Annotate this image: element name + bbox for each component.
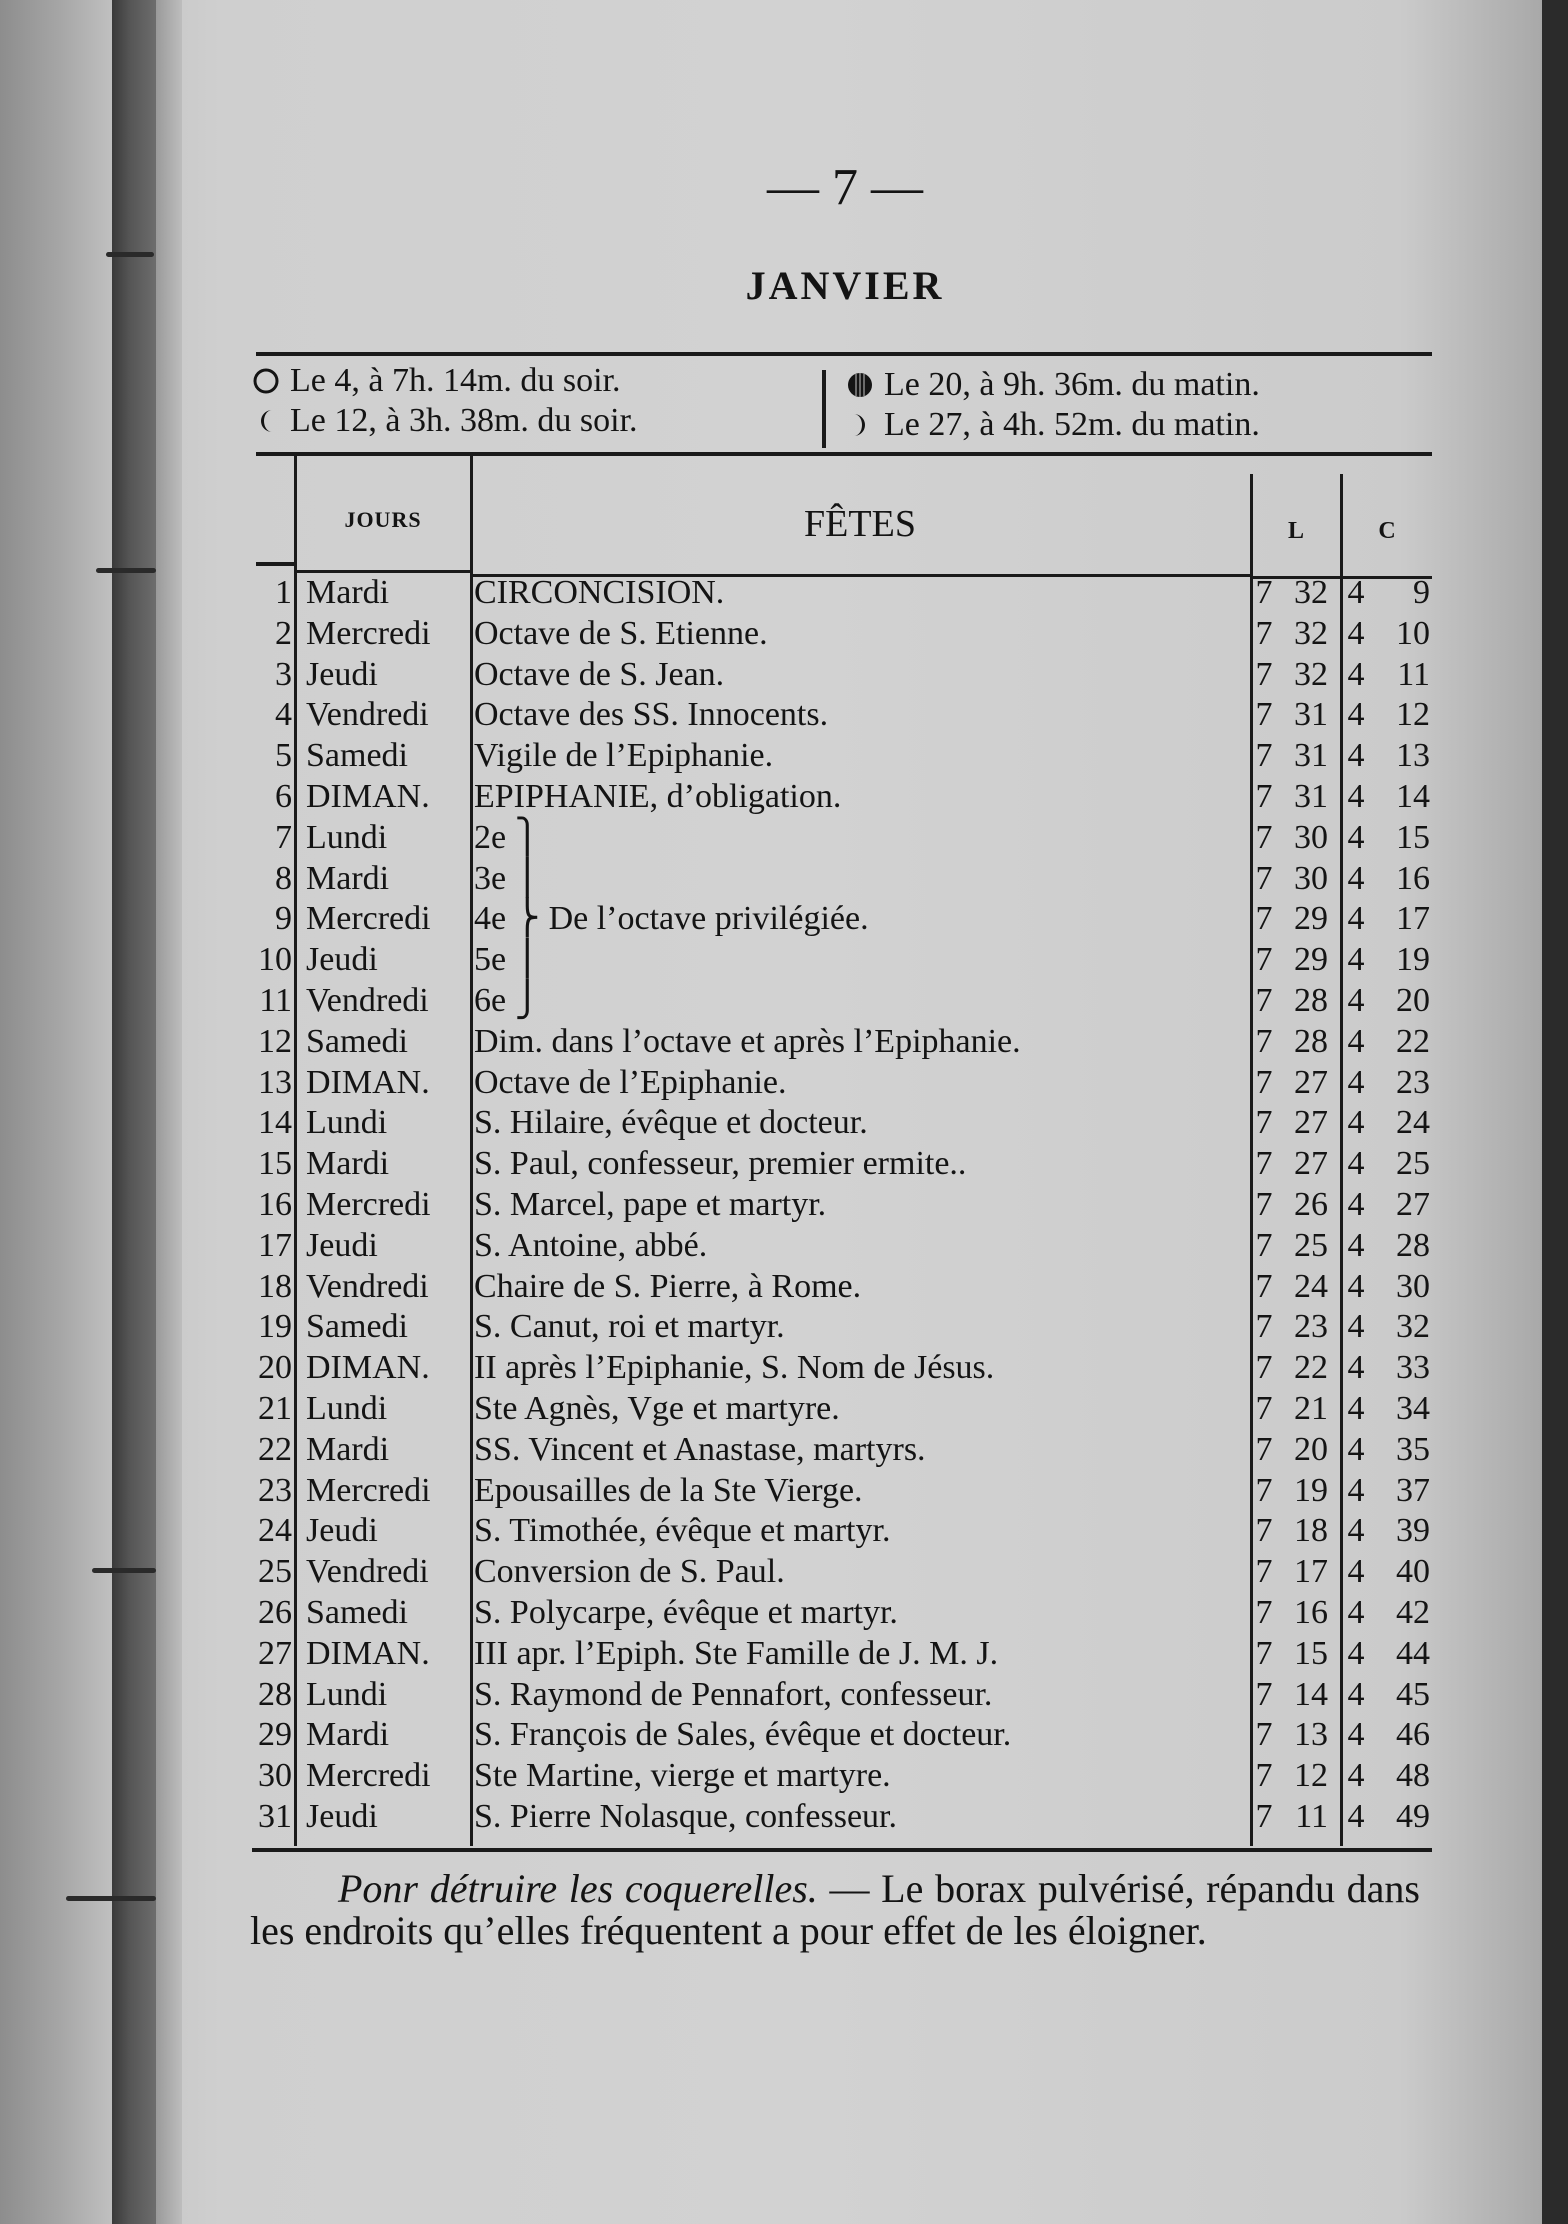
- day-number: 29: [258, 1716, 292, 1754]
- sunrise-minute: 12: [1294, 1757, 1328, 1795]
- sunset-minute: 34: [1396, 1390, 1430, 1427]
- weekday: Vendredi: [306, 1553, 429, 1591]
- feast-name: S. Pierre Nolasque, confesseur.: [474, 1798, 898, 1835]
- feast-name: S. Marcel, pape et martyr.: [474, 1186, 827, 1223]
- day-number: 16: [258, 1186, 292, 1223]
- feast-name: Conversion de S. Paul.: [474, 1553, 785, 1591]
- weekday: Vendredi: [306, 982, 429, 1019]
- sunset-minute: 30: [1396, 1267, 1430, 1305]
- moon-phase-text: Le 27, à 4h. 52m. du matin.: [884, 406, 1260, 443]
- table-row: [250, 1266, 1430, 1307]
- table-row: [250, 1062, 1430, 1103]
- sunset-minute: 11: [1397, 655, 1430, 693]
- sunrise-hour: 7: [1255, 1512, 1273, 1550]
- feast-name: Ste Agnès, Vge et martyre.: [474, 1390, 840, 1427]
- stitch-thread: [92, 1568, 156, 1573]
- sunset-hour: 4: [1347, 1553, 1365, 1591]
- month-title: JANVIER: [745, 263, 945, 308]
- table-row: [250, 1592, 1430, 1633]
- table-row: [250, 858, 1430, 899]
- moon-phase-2: [252, 402, 638, 440]
- feast-name: Epousailles de la Ste Vierge.: [474, 1471, 863, 1509]
- sunrise-minute: 32: [1294, 574, 1328, 611]
- feast-name: EPIPHANIE, d’obligation.: [474, 778, 842, 815]
- sunset-minute: 16: [1396, 859, 1430, 897]
- weekday: DIMAN.: [306, 778, 430, 815]
- sunrise-hour: 7: [1255, 859, 1273, 897]
- sunset-minute: 32: [1396, 1308, 1430, 1346]
- table-row: [250, 1102, 1430, 1143]
- household-tip: [250, 1868, 1420, 1952]
- sunrise-minute: 17: [1294, 1553, 1328, 1591]
- sunrise-minute: 26: [1294, 1186, 1328, 1223]
- sunset-minute: 45: [1396, 1675, 1430, 1713]
- day-number: 3: [275, 655, 292, 693]
- sunrise-minute: 32: [1294, 655, 1328, 693]
- moon-phase-4: [846, 406, 1260, 444]
- day-number: 20: [258, 1349, 292, 1387]
- weekday: Jeudi: [306, 1512, 378, 1550]
- day-number: 1: [275, 574, 292, 611]
- day-number: 10: [258, 941, 292, 979]
- weekday: Mardi: [306, 859, 390, 897]
- sunset-hour: 4: [1347, 1471, 1365, 1509]
- table-row: [250, 1674, 1430, 1715]
- sunset-hour: 4: [1347, 1308, 1365, 1346]
- day-number: 19: [258, 1308, 292, 1346]
- feast-name: 6e ⎭: [474, 982, 541, 1019]
- weekday: Mardi: [306, 1145, 390, 1183]
- weekday: DIMAN.: [306, 1063, 430, 1101]
- sunset-minute: 35: [1396, 1430, 1430, 1468]
- feast-name: Octave de S. Etienne.: [474, 614, 768, 652]
- feast-name: S. Polycarpe, évêque et martyr.: [474, 1594, 898, 1631]
- table-row: [250, 572, 1430, 613]
- sunset-minute: 13: [1396, 737, 1430, 775]
- table-row: [250, 1633, 1430, 1674]
- sunset-minute: 48: [1396, 1757, 1430, 1795]
- header-fetes: FÊTES: [804, 503, 916, 545]
- sunrise-minute: 22: [1294, 1349, 1328, 1387]
- weekday: Lundi: [306, 1390, 388, 1427]
- sunset-minute: 44: [1396, 1634, 1430, 1672]
- sunrise-hour: 7: [1255, 778, 1273, 815]
- sunrise-hour: 7: [1255, 1145, 1273, 1183]
- first-quarter-icon: [846, 411, 874, 439]
- sunset-hour: 4: [1347, 1798, 1365, 1835]
- feast-name: S. Raymond de Pennafort, confesseur.: [474, 1675, 993, 1713]
- sunset-hour: 4: [1347, 614, 1365, 652]
- sunrise-hour: 7: [1255, 1430, 1273, 1468]
- sunrise-minute: 31: [1294, 737, 1328, 775]
- page-edge: [1542, 0, 1568, 2224]
- weekday: Samedi: [306, 1022, 408, 1060]
- day-number: 18: [258, 1267, 292, 1305]
- sunrise-hour: 7: [1255, 1798, 1273, 1835]
- sunrise-minute: 20: [1294, 1430, 1328, 1468]
- day-number: 8: [275, 859, 292, 897]
- sunrise-hour: 7: [1255, 1308, 1273, 1346]
- sunset-minute: 24: [1396, 1104, 1430, 1142]
- tip-body: — Le borax pulvérisé, répandu dans les endroits qu’elles fréquentent a pour effet de les éloigner.: [250, 1866, 1420, 1953]
- sunrise-hour: 7: [1255, 1022, 1273, 1060]
- sunrise-hour: 7: [1255, 1267, 1273, 1305]
- binding-spine: [112, 0, 156, 2224]
- weekday: Vendredi: [306, 1267, 429, 1305]
- sunrise-hour: 7: [1255, 1390, 1273, 1427]
- sunset-hour: 4: [1347, 1226, 1365, 1264]
- stitch-thread: [96, 568, 156, 573]
- day-number: 28: [258, 1675, 292, 1713]
- sunset-minute: 27: [1396, 1186, 1430, 1223]
- day-number: 27: [258, 1634, 292, 1672]
- sunset-hour: 4: [1347, 982, 1365, 1019]
- sunrise-hour: 7: [1255, 818, 1273, 856]
- day-number: 9: [275, 900, 292, 938]
- sunset-hour: 4: [1347, 1757, 1365, 1795]
- weekday: Lundi: [306, 818, 388, 856]
- feast-name: Chaire de S. Pierre, à Rome.: [474, 1267, 862, 1305]
- moon-phase-text: Le 20, à 9h. 36m. du matin.: [884, 366, 1260, 403]
- table-row: [250, 1184, 1430, 1225]
- sunrise-hour: 7: [1255, 737, 1273, 775]
- stitch-thread: [66, 1896, 156, 1901]
- sunset-hour: 4: [1347, 1594, 1365, 1631]
- day-number: 5: [275, 737, 292, 775]
- weekday: Samedi: [306, 1308, 408, 1346]
- weekday: Lundi: [306, 1675, 388, 1713]
- sunrise-minute: 32: [1294, 614, 1328, 652]
- moon-separator: [822, 370, 826, 448]
- sunset-minute: 42: [1396, 1594, 1430, 1631]
- feast-name: 2e ⎫: [474, 818, 541, 856]
- full-moon-icon: [252, 367, 280, 395]
- weekday: Jeudi: [306, 1798, 378, 1835]
- rule-bottom: [252, 1848, 1432, 1852]
- table-row: [250, 1388, 1430, 1429]
- sunset-minute: 22: [1396, 1022, 1430, 1060]
- feast-name: S. Antoine, abbé.: [474, 1226, 708, 1264]
- sunrise-hour: 7: [1255, 1675, 1273, 1713]
- feast-name: SS. Vincent et Anastase, martyrs.: [474, 1430, 926, 1468]
- moon-phase-text: Le 4, à 7h. 14m. du soir.: [290, 362, 621, 399]
- sunrise-minute: 27: [1294, 1104, 1328, 1142]
- sunrise-minute: 19: [1294, 1471, 1328, 1509]
- sunset-hour: 4: [1347, 1022, 1365, 1060]
- rule-top: [256, 352, 1432, 356]
- sunrise-hour: 7: [1255, 1104, 1273, 1142]
- sunrise-hour: 7: [1255, 1757, 1273, 1795]
- weekday: DIMAN.: [306, 1349, 430, 1387]
- sunrise-hour: 7: [1255, 1349, 1273, 1387]
- feast-name: 4e ⎬ De l’octave privilégiée.: [474, 900, 869, 938]
- sunset-minute: 37: [1396, 1471, 1430, 1509]
- weekday: Samedi: [306, 1594, 408, 1631]
- day-number: 4: [275, 696, 292, 734]
- sunset-minute: 20: [1396, 982, 1430, 1019]
- sunrise-minute: 28: [1294, 1022, 1328, 1060]
- sunrise-minute: 30: [1294, 859, 1328, 897]
- day-number: 14: [258, 1104, 292, 1142]
- day-number: 12: [258, 1022, 292, 1060]
- feast-name: S. Timothée, évêque et martyr.: [474, 1512, 891, 1550]
- table-row: [250, 1347, 1430, 1388]
- table-row: [250, 694, 1430, 735]
- day-number: 22: [258, 1430, 292, 1468]
- sunset-minute: 17: [1396, 900, 1430, 938]
- binding-edge: [156, 0, 182, 2224]
- weekday: DIMAN.: [306, 1634, 430, 1672]
- sunset-hour: 4: [1347, 859, 1365, 897]
- day-number: 23: [258, 1471, 292, 1509]
- sunset-hour: 4: [1347, 818, 1365, 856]
- day-number: 24: [258, 1512, 292, 1550]
- weekday: Mercredi: [306, 1186, 431, 1223]
- sunrise-hour: 7: [1255, 1553, 1273, 1591]
- sunset-hour: 4: [1347, 655, 1365, 693]
- sunrise-minute: 25: [1294, 1226, 1328, 1264]
- day-number: 21: [258, 1390, 292, 1427]
- day-number: 31: [258, 1798, 292, 1835]
- day-number: 17: [258, 1226, 292, 1264]
- sunset-minute: 33: [1396, 1349, 1430, 1387]
- sunrise-minute: 30: [1294, 818, 1328, 856]
- sunset-hour: 4: [1347, 900, 1365, 938]
- day-number: 2: [275, 614, 292, 652]
- weekday: Vendredi: [306, 696, 429, 734]
- sunrise-hour: 7: [1255, 1186, 1273, 1223]
- day-number: 6: [275, 778, 292, 815]
- sunset-hour: 4: [1347, 574, 1365, 611]
- sunrise-hour: 7: [1255, 1716, 1273, 1754]
- rule-header-top: [256, 452, 1432, 456]
- sunrise-hour: 7: [1255, 1594, 1273, 1631]
- sunset-minute: 23: [1396, 1063, 1430, 1101]
- table-row: [250, 1225, 1430, 1266]
- header-coucher: C: [1378, 518, 1396, 544]
- sunrise-hour: 7: [1255, 900, 1273, 938]
- sunrise-minute: 28: [1294, 982, 1328, 1019]
- sunrise-minute: 21: [1294, 1390, 1328, 1427]
- sunset-minute: 10: [1396, 614, 1430, 652]
- table-row: [250, 654, 1430, 695]
- sunrise-hour: 7: [1255, 655, 1273, 693]
- sunset-hour: 4: [1347, 1349, 1365, 1387]
- sunset-minute: 46: [1396, 1716, 1430, 1754]
- day-number: 26: [258, 1594, 292, 1631]
- table-row: [250, 1510, 1430, 1551]
- day-number: 15: [258, 1145, 292, 1183]
- weekday: Jeudi: [306, 941, 378, 979]
- table-row: [250, 776, 1430, 817]
- sunrise-hour: 7: [1255, 1634, 1273, 1672]
- sunrise-minute: 14: [1294, 1675, 1328, 1713]
- table-row: [250, 1470, 1430, 1511]
- sunrise-hour: 7: [1255, 696, 1273, 734]
- tip-title: Ponr détruire les coquerelles.: [338, 1866, 818, 1911]
- table-row: [250, 1551, 1430, 1592]
- weekday: Lundi: [306, 1104, 388, 1142]
- sunset-hour: 4: [1347, 1104, 1365, 1142]
- table-row: [250, 1306, 1430, 1347]
- sunrise-minute: 16: [1294, 1594, 1328, 1631]
- feast-name: 3e ⎪: [474, 859, 541, 897]
- weekday: Mercredi: [306, 1757, 431, 1795]
- day-number: 25: [258, 1553, 292, 1591]
- weekday: Jeudi: [306, 1226, 378, 1264]
- sunrise-minute: 31: [1294, 778, 1328, 815]
- weekday: Mercredi: [306, 1471, 431, 1509]
- stitch-thread: [106, 252, 154, 257]
- sunset-hour: 4: [1347, 1063, 1365, 1101]
- feast-name: Dim. dans l’octave et après l’Epiphanie.: [474, 1022, 1021, 1060]
- table-row: [250, 1143, 1430, 1184]
- sunset-minute: 15: [1396, 818, 1430, 856]
- sunset-hour: 4: [1347, 941, 1365, 979]
- sunset-hour: 4: [1347, 1675, 1365, 1713]
- table-row: [250, 613, 1430, 654]
- feast-name: Octave de S. Jean.: [474, 655, 725, 693]
- day-number: 13: [258, 1063, 292, 1101]
- table-row: [250, 980, 1430, 1021]
- sunset-hour: 4: [1347, 1390, 1365, 1427]
- sunrise-hour: 7: [1255, 1226, 1273, 1264]
- weekday: Mercredi: [306, 900, 431, 938]
- rule-header-bottom: [256, 562, 296, 566]
- sunset-hour: 4: [1347, 1716, 1365, 1754]
- weekday: Jeudi: [306, 655, 378, 693]
- sunrise-minute: 18: [1294, 1512, 1328, 1550]
- calendar-table-body: [250, 572, 1430, 1842]
- sunset-hour: 4: [1347, 1145, 1365, 1183]
- sunrise-minute: 24: [1294, 1267, 1328, 1305]
- sunset-hour: 4: [1347, 1430, 1365, 1468]
- sunrise-hour: 7: [1255, 1471, 1273, 1509]
- sunset-minute: 19: [1396, 941, 1430, 979]
- weekday: Mardi: [306, 1430, 390, 1468]
- header-jours: JOURS: [344, 507, 422, 532]
- sunset-minute: 9: [1413, 574, 1430, 611]
- sunset-hour: 4: [1347, 1186, 1365, 1223]
- table-row: [250, 939, 1430, 980]
- feast-name: S. Canut, roi et martyr.: [474, 1308, 785, 1346]
- feast-name: CIRCONCISION.: [474, 574, 725, 611]
- sunrise-minute: 29: [1294, 941, 1328, 979]
- sunrise-minute: 15: [1294, 1634, 1328, 1672]
- day-number: 7: [275, 818, 292, 856]
- sunset-minute: 25: [1396, 1145, 1430, 1183]
- weekday: Mercredi: [306, 614, 431, 652]
- feast-name: 5e ⎪: [474, 941, 541, 979]
- moon-phase-1: [252, 362, 621, 400]
- sunset-hour: 4: [1347, 1512, 1365, 1550]
- sunrise-minute: 27: [1294, 1145, 1328, 1183]
- feast-name: Octave des SS. Innocents.: [474, 696, 829, 734]
- feast-name: Ste Martine, vierge et martyre.: [474, 1757, 891, 1795]
- weekday: Samedi: [306, 737, 408, 775]
- table-row: [250, 817, 1430, 858]
- sunset-hour: 4: [1347, 696, 1365, 734]
- table-row: [250, 735, 1430, 776]
- feast-name: S. Hilaire, évêque et docteur.: [474, 1104, 868, 1142]
- feast-name: S. François de Sales, évêque et docteur.: [474, 1716, 1012, 1754]
- table-row: [250, 898, 1430, 939]
- sunset-minute: 14: [1396, 778, 1430, 815]
- weekday: Mardi: [306, 1716, 390, 1754]
- sunrise-hour: 7: [1255, 982, 1273, 1019]
- moon-phase-text: Le 12, à 3h. 38m. du soir.: [290, 402, 638, 439]
- header-lever: L: [1287, 518, 1304, 544]
- feast-name: S. Paul, confesseur, premier ermite..: [474, 1145, 967, 1183]
- sunset-minute: 40: [1396, 1553, 1430, 1591]
- feast-name: Vigile de l’Epiphanie.: [474, 737, 774, 775]
- sunrise-hour: 7: [1255, 614, 1273, 652]
- sunrise-minute: 31: [1294, 696, 1328, 734]
- new-moon-icon: [846, 371, 874, 399]
- table-row: [250, 1714, 1430, 1755]
- day-number: 11: [259, 982, 292, 1019]
- sunrise-hour: 7: [1255, 941, 1273, 979]
- sunset-hour: 4: [1347, 1634, 1365, 1672]
- table-row: [250, 1796, 1430, 1837]
- day-number: 30: [258, 1757, 292, 1795]
- page-number: — 7 —: [767, 159, 923, 216]
- sunrise-hour: 7: [1255, 574, 1273, 611]
- feast-name: II après l’Epiphanie, S. Nom de Jésus.: [474, 1349, 995, 1387]
- sunset-hour: 4: [1347, 1267, 1365, 1305]
- sunset-hour: 4: [1347, 778, 1365, 815]
- weekday: Mardi: [306, 574, 390, 611]
- feast-name: Octave de l’Epiphanie.: [474, 1063, 787, 1101]
- last-quarter-icon: [252, 407, 280, 435]
- moon-phase-3: [846, 366, 1260, 404]
- sunrise-minute: 27: [1294, 1063, 1328, 1101]
- table-row: [250, 1755, 1430, 1796]
- feast-name: III apr. l’Epiph. Ste Famille de J. M. J.: [474, 1634, 999, 1672]
- sunset-minute: 39: [1396, 1512, 1430, 1550]
- table-row: [250, 1429, 1430, 1470]
- sunrise-minute: 23: [1294, 1308, 1328, 1346]
- table-row: [250, 1021, 1430, 1062]
- sunrise-minute: 11: [1295, 1798, 1328, 1835]
- sunset-minute: 12: [1396, 696, 1430, 734]
- sunrise-minute: 29: [1294, 900, 1328, 938]
- sunset-minute: 28: [1396, 1226, 1430, 1264]
- sunset-hour: 4: [1347, 737, 1365, 775]
- sunrise-minute: 13: [1294, 1716, 1328, 1754]
- sunset-minute: 49: [1396, 1798, 1430, 1835]
- sunrise-hour: 7: [1255, 1063, 1273, 1101]
